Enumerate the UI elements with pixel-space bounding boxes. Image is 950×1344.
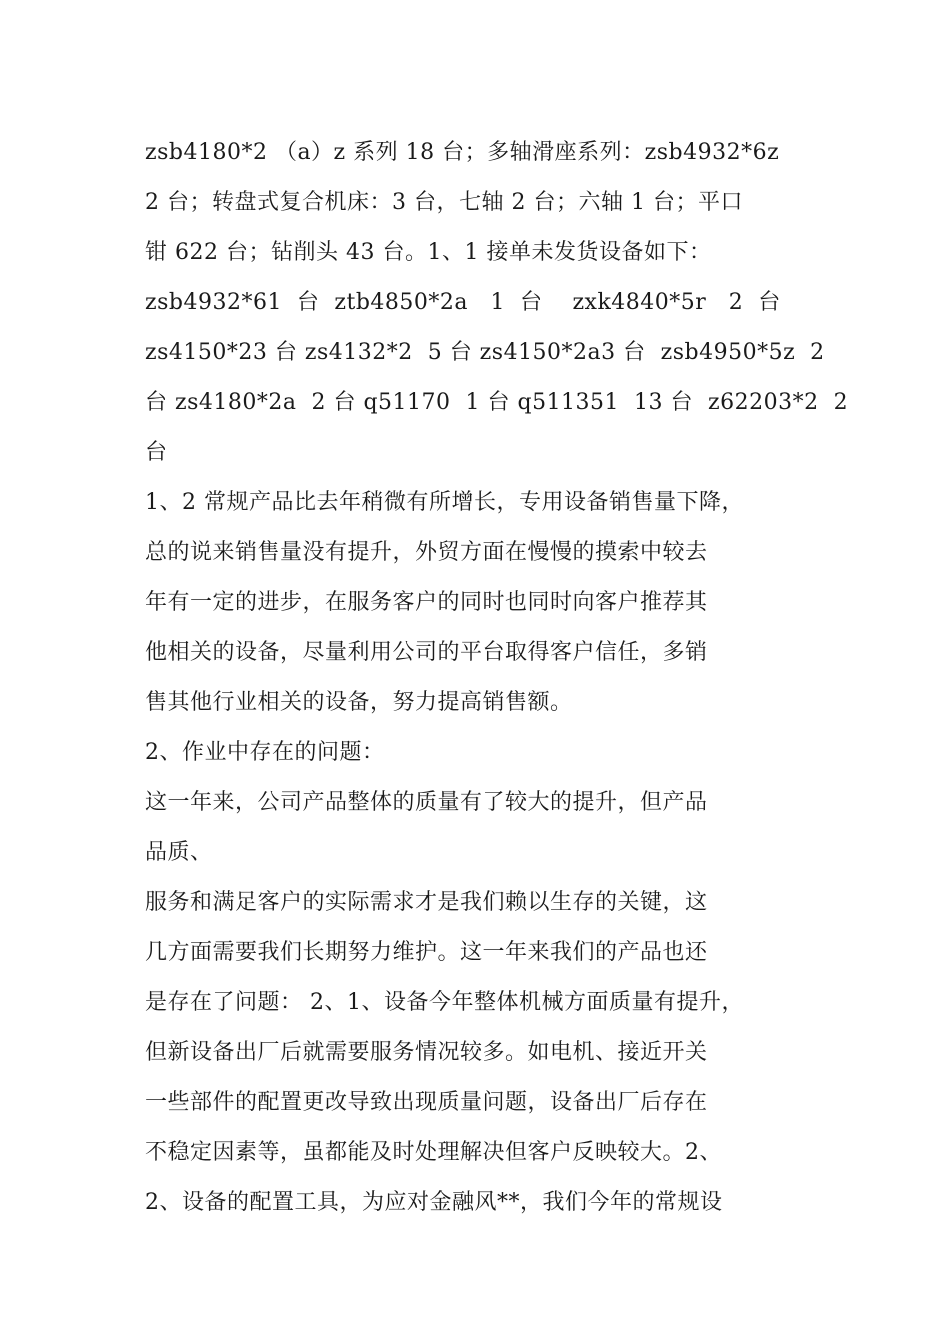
text-line: 一些部件的配置更改导致出现质量问题，设备出厂后存在 <box>145 1090 708 1115</box>
text-line: 1、2 常规产品比去年稍微有所增长，专用设备销售量下降， <box>145 490 744 515</box>
text-line: 服务和满足客户的实际需求才是我们赖以生存的关键，这 <box>145 890 708 915</box>
text-line: 售其他行业相关的设备，努力提高销售额。 <box>145 690 573 715</box>
text-line: 不稳定因素等，虽都能及时处理解决但客户反映较大。2、 <box>145 1140 722 1165</box>
section-heading: 2、作业中存在的问题： <box>145 740 385 765</box>
text-line: 台 zs4180*2a 2 台 q51170 1 台 q511351 13 台 z62203*2 2 <box>145 390 849 415</box>
text-line: 他相关的设备，尽量利用公司的平台取得客户信任，多销 <box>145 640 708 665</box>
text-line: 年有一定的进步，在服务客户的同时也同时向客户推荐其 <box>145 590 708 615</box>
text-line: 台 <box>145 440 168 465</box>
text-line: 这一年来，公司产品整体的质量有了较大的提升，但产品 <box>145 790 708 815</box>
document-body <box>145 128 849 1228</box>
text-line: zsb4180*2 （a）z 系列 18 台；多轴滑座系列：zsb4932*6z <box>145 140 780 165</box>
text-line: 品质、 <box>145 840 213 865</box>
text-line: 钳 622 台；钻削头 43 台。1、1 接单未发货设备如下： <box>145 240 712 265</box>
text-line: 2 台；转盘式复合机床：3 台，七轴 2 台；六轴 1 台；平口 <box>145 190 743 215</box>
text-line: zsb4932*61 台 ztb4850*2a 1 台 zxk4840*5r 2 台 <box>145 290 781 315</box>
text-line: 是存在了问题： 2、1、设备今年整体机械方面质量有提升， <box>145 990 744 1015</box>
text-line: 几方面需要我们长期努力维护。这一年来我们的产品也还 <box>145 940 708 965</box>
text-line: 2、设备的配置工具，为应对金融风**，我们今年的常规设 <box>145 1190 723 1215</box>
text-line: 总的说来销售量没有提升，外贸方面在慢慢的摸索中较去 <box>145 540 708 565</box>
text-line: 但新设备出厂后就需要服务情况较多。如电机、接近开关 <box>145 1040 708 1065</box>
text-line: zs4150*23 台 zs4132*2 5 台 zs4150*2a3 台 zsb4950*5z 2 <box>145 340 825 365</box>
